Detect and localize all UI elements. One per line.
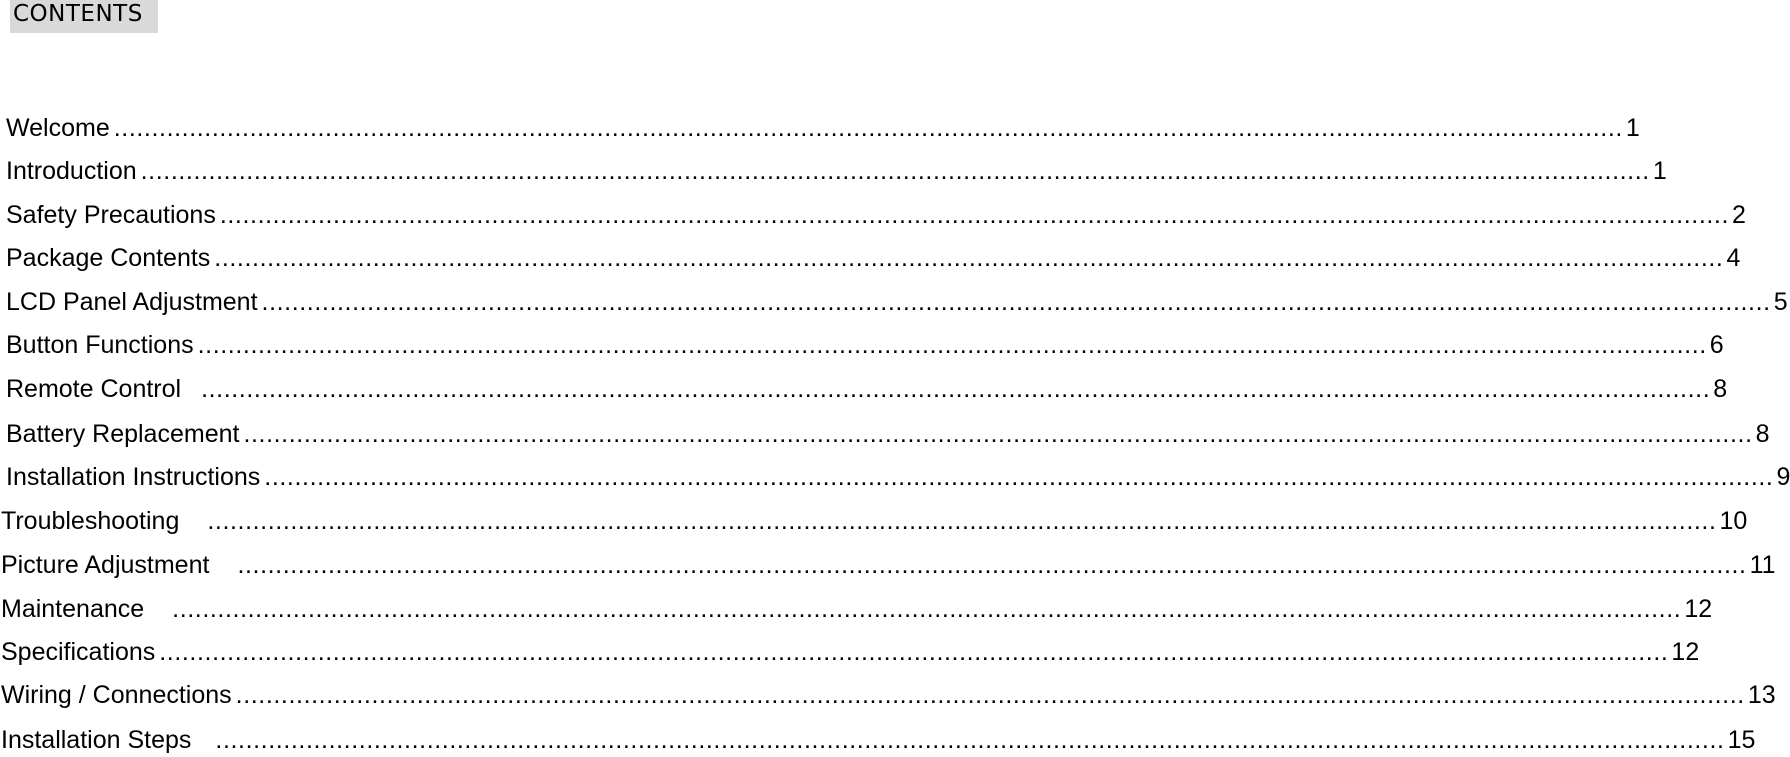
dot-leader: ........................................................................................................................................................................................................ (201, 375, 1711, 403)
toc-entry-title: Introduction (6, 157, 137, 185)
toc-entry-safety-precautions[interactable] (6, 200, 1746, 230)
toc-entry-page: 13 (1747, 681, 1776, 709)
toc-entry-page: 12 (1671, 638, 1700, 666)
toc-entry-picture-adjustment[interactable] (1, 550, 1776, 580)
toc-entry-package-contents[interactable] (6, 243, 1741, 273)
dot-leader: ........................................................................................................................................................................................................ (140, 157, 1650, 185)
dot-leader: ........................................................................................................................................................................................................ (261, 288, 1771, 316)
dot-leader: ........................................................................................................................................................................................................ (264, 463, 1774, 491)
toc-entry-title: Safety Precautions (6, 201, 216, 229)
toc-entry-remote-control[interactable] (6, 374, 1728, 404)
toc-entry-title: Wiring / Connections (1, 681, 232, 709)
toc-entry-specifications[interactable] (1, 637, 1700, 667)
dot-leader: ........................................................................................................................................................................................................ (214, 244, 1724, 272)
dot-leader: ........................................................................................................................................................................................................ (172, 595, 1682, 623)
dot-leader: ........................................................................................................................................................................................................ (237, 551, 1747, 579)
dot-leader: ........................................................................................................................................................................................................ (243, 420, 1753, 448)
dot-leader: ........................................................................................................................................................................................................ (113, 114, 1623, 142)
dot-leader: ........................................................................................................................................................................................................ (207, 507, 1717, 535)
toc-entry-page: 6 (1709, 331, 1724, 359)
toc-entry-title: Button Functions (6, 331, 194, 359)
toc-entry-wiring-connections[interactable] (1, 680, 1776, 710)
toc-entry-page: 9 (1776, 463, 1790, 491)
toc-entry-page: 4 (1726, 244, 1741, 272)
dot-leader: ........................................................................................................................................................................................................ (215, 726, 1725, 754)
toc-entry-title: Specifications (1, 638, 156, 666)
toc-entry-title: Maintenance (1, 595, 145, 623)
toc-entry-page: 8 (1713, 375, 1728, 403)
toc-entry-page: 1 (1652, 157, 1667, 185)
contents-heading: CONTENTS (10, 0, 158, 33)
toc-entry-maintenance[interactable] (1, 594, 1713, 624)
toc-entry-installation-instructions[interactable] (6, 462, 1790, 492)
toc-entry-title: Troubleshooting (1, 507, 180, 535)
toc-entry-page: 1 (1625, 114, 1640, 142)
toc-entry-title: Welcome (6, 114, 110, 142)
toc-entry-title: Installation Steps (1, 726, 192, 754)
toc-entry-installation-steps[interactable] (1, 725, 1756, 755)
toc-entry-lcd-panel-adjustment[interactable] (6, 287, 1788, 317)
toc-entry-title: Battery Replacement (6, 420, 240, 448)
toc-entry-page: 5 (1773, 288, 1788, 316)
toc-entry-battery-replacement[interactable] (6, 419, 1770, 449)
dot-leader: ........................................................................................................................................................................................................ (219, 201, 1730, 229)
toc-entry-welcome[interactable] (6, 113, 1640, 143)
dot-leader: ........................................................................................................................................................................................................ (197, 331, 1707, 359)
toc-entry-title: Package Contents (6, 244, 211, 272)
toc-entry-page: 15 (1727, 726, 1756, 754)
toc-entry-title: LCD Panel Adjustment (6, 288, 258, 316)
toc-entry-troubleshooting[interactable] (1, 506, 1748, 536)
toc-entry-title: Remote Control (6, 375, 182, 403)
toc-entry-page: 12 (1684, 595, 1713, 623)
toc-entry-page: 11 (1749, 551, 1776, 579)
toc-entry-title: Installation Instructions (6, 463, 261, 491)
toc-entry-introduction[interactable] (6, 156, 1667, 186)
toc-entry-page: 2 (1732, 201, 1746, 229)
toc-entry-page: 8 (1755, 420, 1770, 448)
toc-entry-title: Picture Adjustment (1, 551, 210, 579)
toc-entry-button-functions[interactable] (6, 330, 1724, 360)
dot-leader: ........................................................................................................................................................................................................ (235, 681, 1745, 709)
dot-leader: ........................................................................................................................................................................................................ (159, 638, 1669, 666)
toc-entry-page: 10 (1719, 507, 1748, 535)
